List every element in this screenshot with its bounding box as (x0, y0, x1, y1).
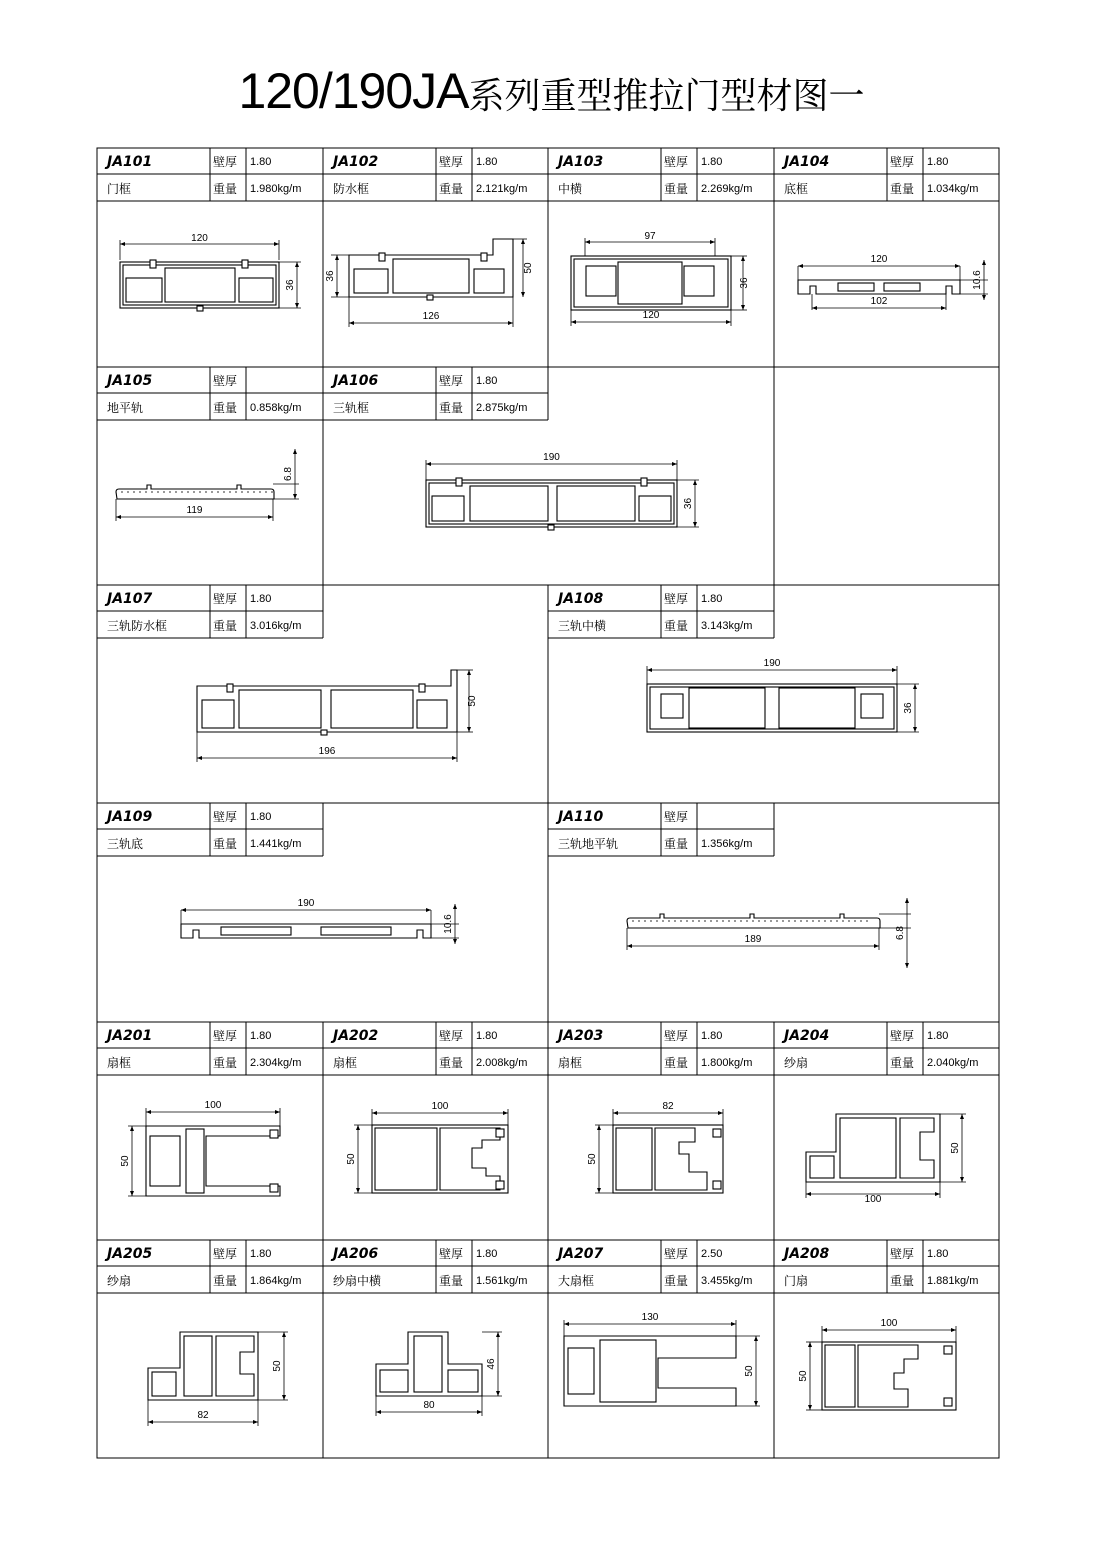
profile-wall (331, 690, 413, 728)
weight-label: 重量 (890, 1056, 915, 1070)
wall-thickness-label: 壁厚 (439, 1247, 464, 1261)
dimension-label: 100 (880, 1318, 898, 1329)
dimension-label: 100 (864, 1194, 882, 1205)
profile-wall (838, 283, 874, 291)
wall-thickness-label: 壁厚 (890, 1247, 915, 1261)
profile-name: 三轨防水框 (107, 619, 168, 633)
profile-wall (379, 253, 385, 261)
profile-drawing-JA108 (647, 658, 919, 732)
dimension-label: 6.8 (895, 926, 906, 940)
weight-label: 重量 (439, 1056, 464, 1070)
dimension-label: 50 (467, 695, 478, 707)
profile-drawing-JA204 (806, 1114, 966, 1205)
dimension-label: 6.8 (283, 467, 294, 481)
profile-drawing-JA202 (346, 1101, 508, 1193)
weight-label: 重量 (213, 837, 238, 851)
wall-thickness-value: 1.80 (476, 375, 498, 387)
profile-drawing-JA105 (116, 449, 299, 521)
dimension-label: 82 (197, 1410, 209, 1421)
dimension-label: 120 (870, 254, 888, 265)
profile-drawing-JA102 (325, 239, 534, 327)
weight-value: 1.980kg/m (250, 183, 302, 195)
profile-wall (414, 1336, 442, 1392)
dimension-label: 97 (644, 231, 656, 242)
profile-wall (321, 730, 327, 735)
profile-drawing-JA203 (587, 1101, 723, 1193)
profile-wall (779, 688, 855, 728)
dimension-label: 120 (191, 233, 208, 244)
dimension-label: 50 (587, 1153, 598, 1165)
profile-drawing-JA106 (426, 452, 699, 530)
wall-thickness-value: 1.80 (927, 1030, 949, 1042)
dimension-label: 10.6 (972, 270, 983, 290)
profile-wall (861, 694, 883, 718)
profile-name: 地平轨 (107, 401, 144, 415)
profile-wall (186, 1129, 204, 1193)
profile-name: 三轨框 (333, 401, 370, 415)
table-grid (97, 148, 999, 1458)
profile-wall (270, 1184, 278, 1192)
dimension-label: 190 (763, 658, 781, 669)
dimension-label: 36 (903, 702, 914, 714)
dimension-label: 36 (739, 277, 750, 289)
title-series: 120/190JA (238, 63, 469, 119)
wall-thickness-value: 1.80 (927, 1248, 949, 1260)
profile-wall (417, 700, 447, 728)
wall-thickness-value: 1.80 (927, 156, 949, 168)
profile-wall (380, 1370, 408, 1392)
dimension-label: 50 (950, 1142, 961, 1154)
profile-wall (557, 486, 635, 521)
profile-code: JA208 (784, 1246, 830, 1262)
weight-label: 重量 (439, 1274, 464, 1288)
wall-thickness-label: 壁厚 (439, 155, 464, 169)
profile-drawing-JA103 (571, 231, 750, 326)
profile-name: 门框 (107, 182, 132, 196)
dimension-label: 10.6 (443, 914, 454, 934)
profile-name: 三轨中横 (558, 619, 607, 633)
dimension-label: 82 (662, 1101, 674, 1112)
weight-label: 重量 (890, 182, 915, 196)
wall-thickness-value: 2.50 (701, 1248, 723, 1260)
profile-wall (429, 483, 674, 524)
wall-thickness-label: 壁厚 (890, 1029, 915, 1043)
profile-wall (165, 268, 235, 302)
weight-label: 重量 (664, 837, 689, 851)
profile-wall (641, 478, 647, 486)
profile-wall (616, 1128, 652, 1190)
weight-label: 重量 (213, 619, 238, 633)
weight-label: 重量 (890, 1274, 915, 1288)
profile-name: 扇框 (333, 1056, 358, 1070)
dimension-label: 50 (272, 1360, 283, 1372)
wall-thickness-label: 壁厚 (213, 592, 238, 606)
profile-wall (944, 1346, 952, 1354)
weight-label: 重量 (213, 1056, 238, 1070)
profile-wall (713, 1181, 721, 1189)
profile-wall (650, 687, 894, 729)
profile-wall (639, 496, 671, 521)
dimension-label: 50 (346, 1153, 357, 1165)
profile-wall (197, 306, 203, 311)
profile-name: 纱扇中横 (333, 1274, 382, 1288)
profile-wall (354, 269, 388, 293)
profile-wall (586, 266, 616, 296)
profile-code: JA103 (558, 154, 604, 170)
wall-thickness-value: 1.80 (250, 156, 272, 168)
profile-drawing-JA109 (181, 898, 459, 944)
dimension-label: 100 (204, 1100, 222, 1111)
profile-outline (627, 914, 880, 928)
wall-thickness-label: 壁厚 (890, 155, 915, 169)
profile-wall (496, 1181, 504, 1189)
weight-label: 重量 (664, 182, 689, 196)
weight-value: 3.143kg/m (701, 620, 753, 632)
dimension-label: 126 (422, 311, 440, 322)
profile-wall (239, 278, 273, 302)
dimension-label: 36 (683, 497, 694, 510)
profile-wall (202, 700, 234, 728)
profile-wall (474, 269, 504, 293)
dimension-label: 50 (523, 262, 534, 274)
profile-name: 三轨地平轨 (558, 837, 619, 851)
profile-wall (713, 1129, 721, 1137)
profile-wall (270, 1130, 278, 1138)
profile-code: JA203 (558, 1028, 604, 1044)
profile-wall (448, 1370, 478, 1392)
profile-code: JA101 (107, 154, 153, 170)
wall-thickness-label: 壁厚 (213, 1029, 238, 1043)
profile-name: 扇框 (107, 1056, 132, 1070)
profile-name: 大扇框 (558, 1274, 595, 1288)
profile-wall (375, 1128, 437, 1190)
profile-drawing-JA101 (120, 233, 301, 311)
profile-wall (184, 1336, 212, 1396)
wall-thickness-value: 1.80 (250, 1030, 272, 1042)
wall-thickness-value: 1.80 (476, 1030, 498, 1042)
profile-wall (152, 1372, 176, 1396)
profile-name: 中横 (558, 182, 583, 196)
profile-name: 扇框 (558, 1056, 583, 1070)
profile-code: JA106 (333, 373, 379, 389)
profile-wall (126, 278, 162, 302)
wall-thickness-label: 壁厚 (213, 374, 238, 388)
wall-thickness-label: 壁厚 (664, 810, 689, 824)
weight-label: 重量 (664, 1056, 689, 1070)
profile-name: 纱扇 (784, 1056, 809, 1070)
weight-value: 1.864kg/m (250, 1275, 302, 1287)
profile-drawing-JA207 (564, 1312, 760, 1406)
profile-wall (944, 1398, 952, 1406)
profile-wall (689, 688, 765, 728)
profile-wall (321, 927, 391, 935)
weight-value: 1.561kg/m (476, 1275, 528, 1287)
dimension-label: 190 (543, 452, 560, 463)
profile-outline (798, 280, 960, 294)
dimension-label: 46 (486, 1358, 497, 1370)
profile-code: JA205 (107, 1246, 153, 1262)
dimension-label: 50 (120, 1155, 131, 1167)
profile-wall (427, 295, 433, 300)
profile-name: 三轨底 (107, 837, 144, 851)
weight-value: 2.121kg/m (476, 183, 528, 195)
wall-thickness-value: 1.80 (476, 1248, 498, 1260)
profile-wall (661, 694, 683, 718)
weight-value: 2.040kg/m (927, 1057, 979, 1069)
profile-wall (568, 1348, 594, 1394)
weight-value: 2.875kg/m (476, 402, 528, 414)
profile-wall (618, 262, 682, 304)
wall-thickness-value: 1.80 (250, 811, 272, 823)
dimension-label: 130 (641, 1312, 659, 1323)
profile-wall (840, 1118, 896, 1178)
profile-wall (825, 1345, 855, 1407)
dimension-label: 190 (297, 898, 315, 909)
profile-wall (393, 259, 469, 293)
profile-wall (810, 1156, 834, 1178)
dimension-label: 50 (744, 1365, 755, 1377)
profile-wall (456, 478, 462, 486)
weight-value: 1.034kg/m (927, 183, 979, 195)
dimension-label: 196 (318, 746, 336, 757)
profile-wall (600, 1340, 656, 1402)
profile-name: 纱扇 (107, 1274, 132, 1288)
profile-name: 门扇 (784, 1274, 809, 1288)
wall-thickness-label: 壁厚 (213, 810, 238, 824)
profile-wall (419, 684, 425, 692)
wall-thickness-label: 壁厚 (439, 1029, 464, 1043)
profile-wall (496, 1129, 504, 1137)
profile-wall (242, 260, 248, 268)
profile-code: JA204 (784, 1028, 830, 1044)
wall-thickness-value: 1.80 (476, 156, 498, 168)
weight-label: 重量 (439, 401, 464, 415)
profile-wall (150, 1136, 180, 1186)
profile-code: JA104 (784, 154, 830, 170)
profile-code: JA201 (107, 1028, 153, 1044)
wall-thickness-value: 1.80 (701, 156, 723, 168)
profile-wall (684, 266, 714, 296)
profile-code: JA207 (558, 1246, 604, 1262)
wall-thickness-label: 壁厚 (439, 374, 464, 388)
weight-label: 重量 (213, 1274, 238, 1288)
profile-wall (470, 486, 548, 521)
profile-drawing-JA208 (798, 1318, 956, 1410)
wall-thickness-label: 壁厚 (664, 592, 689, 606)
dimension-label: 80 (423, 1400, 435, 1411)
profile-drawing-JA107 (197, 670, 478, 762)
weight-value: 0.858kg/m (250, 402, 302, 414)
weight-value: 3.455kg/m (701, 1275, 753, 1287)
title-suffix: 系列重型推拉门型材图一 (468, 76, 865, 117)
weight-value: 2.269kg/m (701, 183, 753, 195)
wall-thickness-value: 1.80 (701, 1030, 723, 1042)
weight-value: 1.800kg/m (701, 1057, 753, 1069)
profile-code: JA206 (333, 1246, 379, 1262)
profile-wall (227, 684, 233, 692)
profile-drawing-JA206 (376, 1332, 502, 1416)
profile-drawing-JA110 (627, 898, 911, 968)
wall-thickness-value: 1.80 (250, 593, 272, 605)
dimension-label: 100 (431, 1101, 449, 1112)
dimension-label: 36 (285, 279, 296, 291)
weight-label: 重量 (213, 182, 238, 196)
wall-thickness-value: 1.80 (250, 1248, 272, 1260)
weight-label: 重量 (213, 401, 238, 415)
profile-wall (221, 927, 291, 935)
weight-value: 1.356kg/m (701, 838, 753, 850)
wall-thickness-label: 壁厚 (213, 1247, 238, 1261)
weight-label: 重量 (439, 182, 464, 196)
profile-wall (884, 283, 920, 291)
profile-drawing-JA205 (148, 1332, 288, 1426)
profile-wall (239, 690, 321, 728)
profile-wall (548, 525, 554, 530)
wall-thickness-value: 1.80 (701, 593, 723, 605)
profile-code: JA110 (558, 809, 604, 825)
weight-value: 3.016kg/m (250, 620, 302, 632)
dimension-label: 120 (642, 310, 660, 321)
weight-value: 2.304kg/m (250, 1057, 302, 1069)
profile-outline (181, 924, 431, 938)
dimension-label: 36 (325, 270, 336, 282)
profile-code: JA109 (107, 809, 153, 825)
dimension-label: 189 (744, 934, 762, 945)
wall-thickness-label: 壁厚 (664, 1247, 689, 1261)
profile-code: JA108 (558, 591, 604, 607)
profile-code: JA202 (333, 1028, 379, 1044)
profile-wall (481, 253, 487, 261)
weight-value: 2.008kg/m (476, 1057, 528, 1069)
profile-code: JA102 (333, 154, 379, 170)
dimension-label: 102 (870, 296, 888, 307)
profile-wall (432, 496, 464, 521)
wall-thickness-label: 壁厚 (213, 155, 238, 169)
wall-thickness-label: 壁厚 (664, 1029, 689, 1043)
wall-thickness-label: 壁厚 (664, 155, 689, 169)
dimension-label: 50 (798, 1370, 809, 1382)
profile-drawing-JA201 (120, 1100, 280, 1196)
weight-label: 重量 (664, 619, 689, 633)
profile-code: JA107 (107, 591, 153, 607)
weight-label: 重量 (664, 1274, 689, 1288)
profile-wall (150, 260, 156, 268)
dimension-label: 119 (186, 505, 203, 516)
profile-drawing-JA104 (798, 254, 988, 310)
weight-value: 1.441kg/m (250, 838, 302, 850)
profile-code: JA105 (107, 373, 153, 389)
profile-name: 防水框 (333, 182, 370, 196)
weight-value: 1.881kg/m (927, 1275, 979, 1287)
profile-name: 底框 (784, 182, 809, 196)
